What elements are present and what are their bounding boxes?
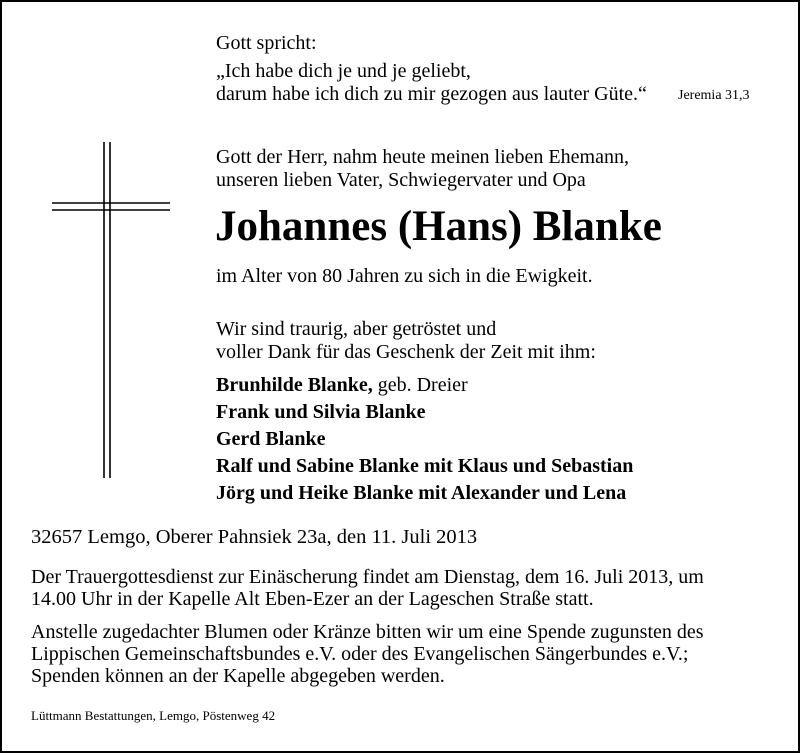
age-line: im Alter von 80 Jahren zu sich in die Ewigkeit. <box>216 265 593 287</box>
family-member: Jörg und Heike Blanke mit Alexander und Lena <box>216 482 627 504</box>
family-member: Ralf und Sabine Blanke mit Klaus und Sebastian <box>216 455 634 477</box>
service-line-2: 14.00 Uhr in der Kapelle Alt Eben-Ezer an der Lageschen Straße statt. <box>31 588 594 610</box>
service-line-1: Der Trauergottesdienst zur Einäscherung findet am Dienstag, dem 16. Juli 2013, um <box>31 566 704 588</box>
address-date: 32657 Lemgo, Oberer Pahnsiek 23a, den 11. Juli 2013 <box>31 526 478 548</box>
undertaker: Lüttmann Bestattungen, Lemgo, Pöstenweg 42 <box>31 708 276 723</box>
verse-line-2: darum habe ich dich zu mir gezogen aus lauter Güte.“ <box>216 83 647 105</box>
donation-line-3: Spenden können an der Kapelle abgegeben werden. <box>31 665 445 687</box>
verse-intro: Gott spricht: <box>216 32 317 54</box>
mourning-line-1: Wir sind traurig, aber getröstet und <box>216 318 497 340</box>
family-member: Gerd Blanke <box>216 428 326 450</box>
donation-line-1: Anstelle zugedachter Blumen oder Kränze bitten wir um eine Spende zugunsten des <box>31 621 704 643</box>
donation-line-2: Lippischen Gemeinschaftsbundes e.V. oder des Evangelischen Sängerbundes e.V.; <box>31 643 689 665</box>
family-member-first <box>216 373 468 397</box>
verse-line-1: „Ich habe dich je und je geliebt, <box>216 60 471 82</box>
deceased-name: Johannes (Hans) Blanke <box>215 203 662 250</box>
family-member: Frank und Silvia Blanke <box>216 401 426 423</box>
family-member-first-maiden: geb. Dreier <box>372 374 468 396</box>
verse-reference: Jeremia 31,3 <box>678 88 750 103</box>
mourning-line-2: voller Dank für das Geschenk der Zeit mit ihm: <box>216 341 596 363</box>
family-member-first-name: Brunhilde Blanke, <box>216 374 373 396</box>
announcement-line-2: unseren lieben Vater, Schwiegervater und Opa <box>216 169 586 191</box>
announcement-line-1: Gott der Herr, nahm heute meinen lieben Ehemann, <box>216 146 629 168</box>
